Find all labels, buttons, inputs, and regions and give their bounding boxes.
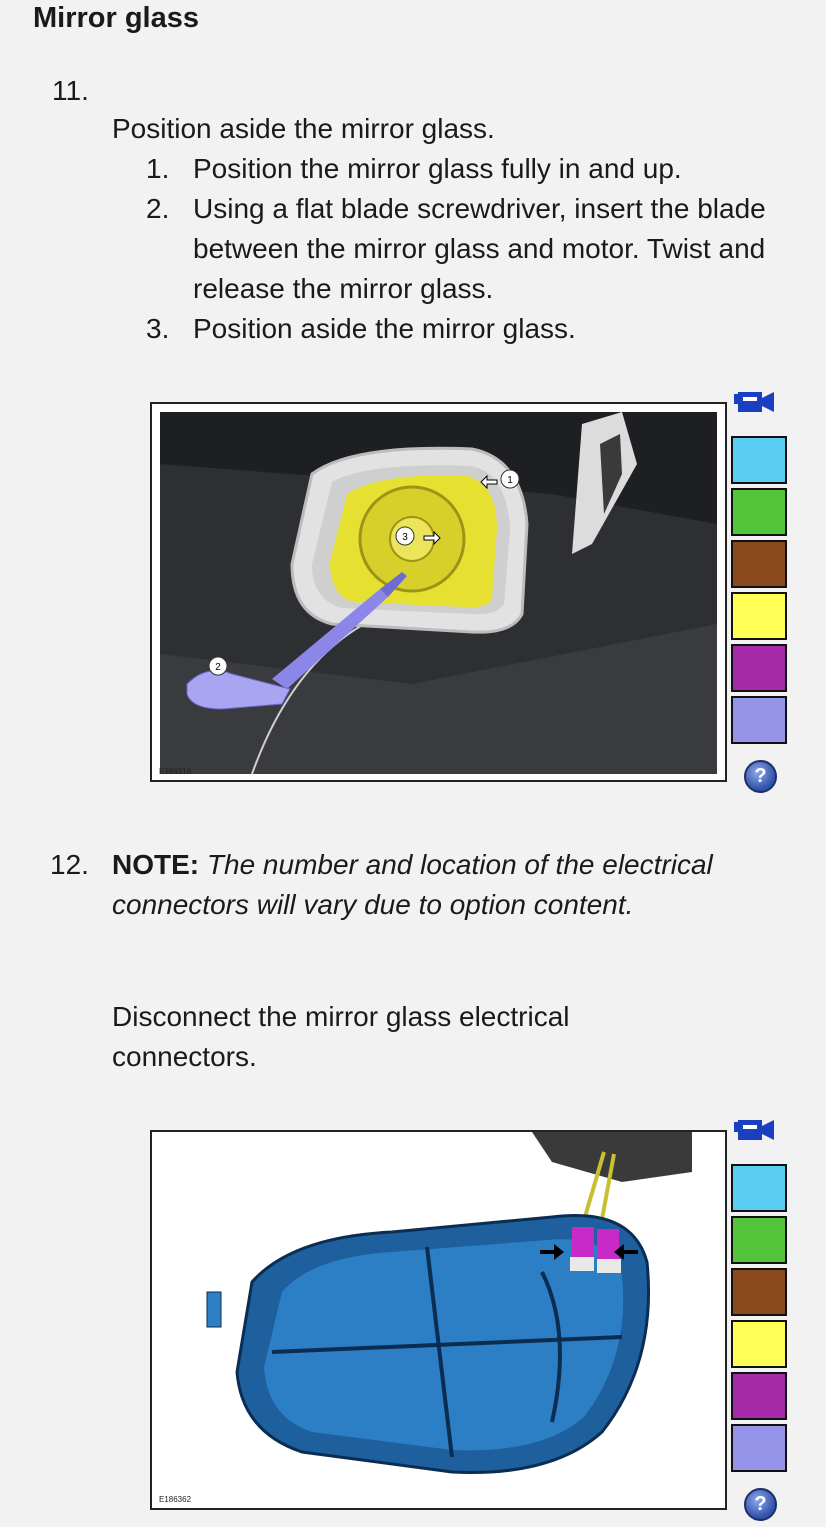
color-swatch-brown[interactable] xyxy=(731,540,787,588)
help-icon[interactable]: ? xyxy=(744,1488,777,1521)
color-swatch-lavender[interactable] xyxy=(731,1424,787,1472)
figure-id: E186362 xyxy=(159,1495,192,1504)
step-12-instruction: Disconnect the mirror glass electrical connectors. xyxy=(112,1001,570,1072)
video-camera-icon[interactable] xyxy=(734,390,776,414)
color-swatch-cyan[interactable] xyxy=(731,436,787,484)
callout-3: 3 xyxy=(402,532,408,543)
substep-text: Position aside the mirror glass. xyxy=(193,313,576,344)
substep-number: 1. xyxy=(146,153,170,184)
color-swatch-green[interactable] xyxy=(731,488,787,536)
video-camera-icon[interactable] xyxy=(734,1118,776,1142)
color-swatch-yellow[interactable] xyxy=(731,1320,787,1368)
color-swatch-lavender[interactable] xyxy=(731,696,787,744)
figure-mirror-removal[interactable] xyxy=(150,402,727,782)
step-11-number: 11. xyxy=(52,75,89,106)
color-swatch-purple[interactable] xyxy=(731,644,787,692)
color-swatch-yellow[interactable] xyxy=(731,592,787,640)
substep-number: 3. xyxy=(146,313,170,344)
color-swatch-cyan[interactable] xyxy=(731,1164,787,1212)
callout-2: 2 xyxy=(215,662,221,673)
substep-2 xyxy=(146,189,766,304)
step-12-note xyxy=(112,845,732,925)
section-title: Mirror glass xyxy=(33,2,199,34)
mirror-removal-illustration xyxy=(152,404,725,780)
note-label: NOTE: xyxy=(112,849,200,880)
substep-text: Position the mirror glass fully in and up. xyxy=(193,153,682,184)
figure-id: E186316 xyxy=(159,767,192,776)
note-text: The number and location of the electrical connectors will vary due to option content. xyxy=(112,849,713,920)
color-swatch-purple[interactable] xyxy=(731,1372,787,1420)
step-11-intro: Position aside the mirror glass. xyxy=(112,113,495,144)
substep-3 xyxy=(146,309,576,349)
help-icon[interactable]: ? xyxy=(744,760,777,793)
color-swatch-green[interactable] xyxy=(731,1216,787,1264)
step-12-number: 12. xyxy=(50,849,89,880)
connectors-illustration xyxy=(152,1132,725,1508)
callout-1: 1 xyxy=(507,475,513,486)
substep-number: 2. xyxy=(146,193,170,224)
substep-1 xyxy=(146,149,682,189)
color-swatch-brown[interactable] xyxy=(731,1268,787,1316)
figure-connectors[interactable] xyxy=(150,1130,727,1510)
substep-text: Using a flat blade screwdriver, insert the blade between the mirror glass and motor. Twist and release the mirror glass. xyxy=(193,193,766,304)
